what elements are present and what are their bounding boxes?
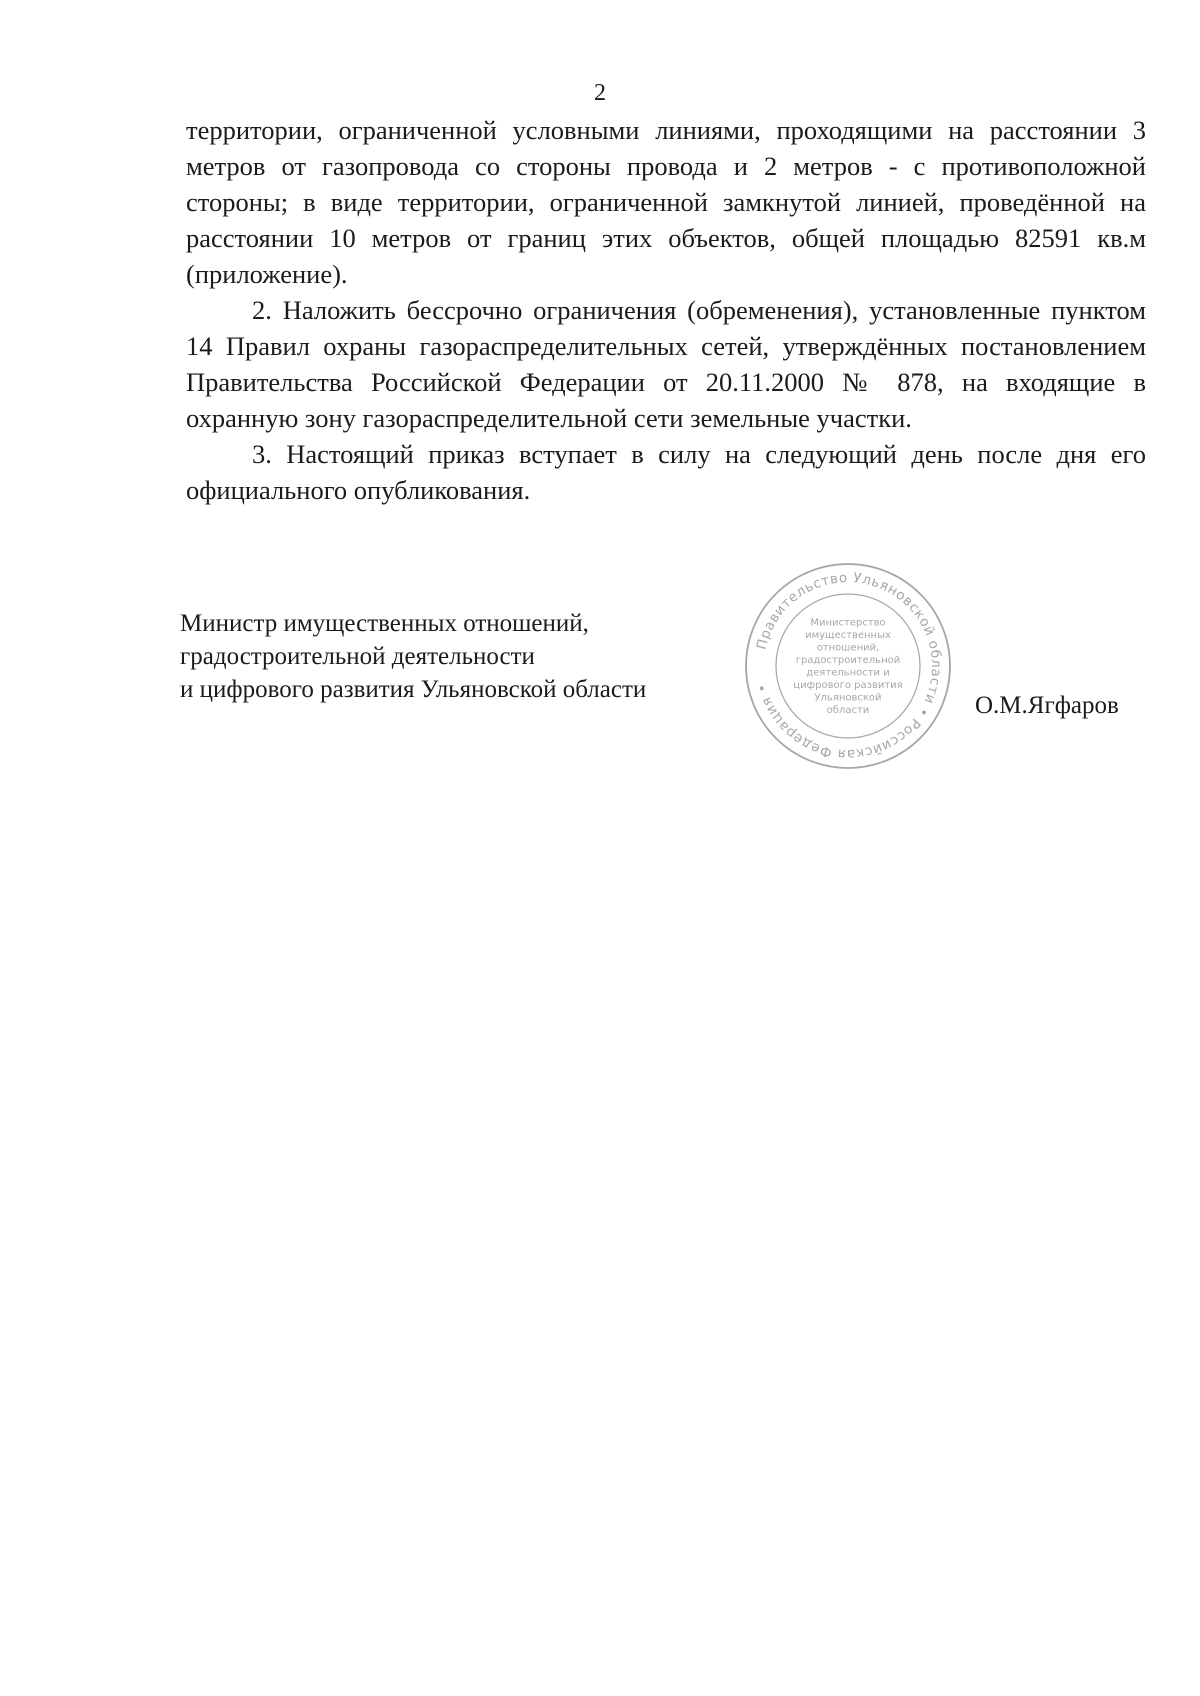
paragraph-1: территории, ограниченной условными линиями, проходящими на расстоянии 3 метров от газопровода со стороны провода и 2 метров - с противоположной стороны; в виде территории, ограниченной замкнутой линией, проведённой на расстоянии 10 метров от границ этих объектов, общей площадью 82591 кв.м (приложение).	[186, 115, 1146, 289]
signatory-title-line-3: и цифрового развития Ульяновской области	[180, 676, 647, 703]
stamp-inner-text	[793, 617, 902, 716]
official-stamp	[742, 560, 954, 772]
stamp-outer-text-path: Правительство Ульяновской области • Российская Федерация •	[753, 569, 945, 763]
stamp-inner-ring	[776, 594, 920, 738]
stamp-inner-line: Министерство	[810, 617, 886, 629]
signatory-name: О.М.Ягфаров	[975, 692, 1119, 719]
signatory-title-line-1: Министр имущественных отношений,	[180, 610, 589, 637]
document-body	[186, 112, 1146, 508]
stamp-inner-line: имущественных	[805, 629, 891, 641]
stamp-inner-line: отношений,	[816, 642, 880, 654]
stamp-inner-line: деятельности и	[806, 667, 890, 679]
signatory-title-line-2: градостроительной деятельности	[180, 643, 535, 670]
paragraph-3: 3. Настоящий приказ вступает в силу на следующий день после дня его официального опубликования.	[186, 439, 1146, 505]
signatory-title	[180, 607, 720, 706]
page-number: 2	[594, 80, 606, 106]
stamp-inner-line: Ульяновской	[814, 692, 882, 704]
stamp-inner-line: цифрового развития	[793, 679, 903, 691]
stamp-inner-line: градостроительной	[795, 654, 901, 666]
stamp-outer-text	[754, 570, 944, 762]
paragraph-2: 2. Наложить бессрочно ограничения (обременения), установленные пунктом 14 Правил охраны газораспределительных сетей, утверждённых постановлением Правительства Российской Федерации от 20.11.2000 № 878, на входящие в охранную зону газораспределительной сети земельные участки.	[186, 295, 1146, 433]
stamp-inner-line: области	[826, 704, 870, 716]
